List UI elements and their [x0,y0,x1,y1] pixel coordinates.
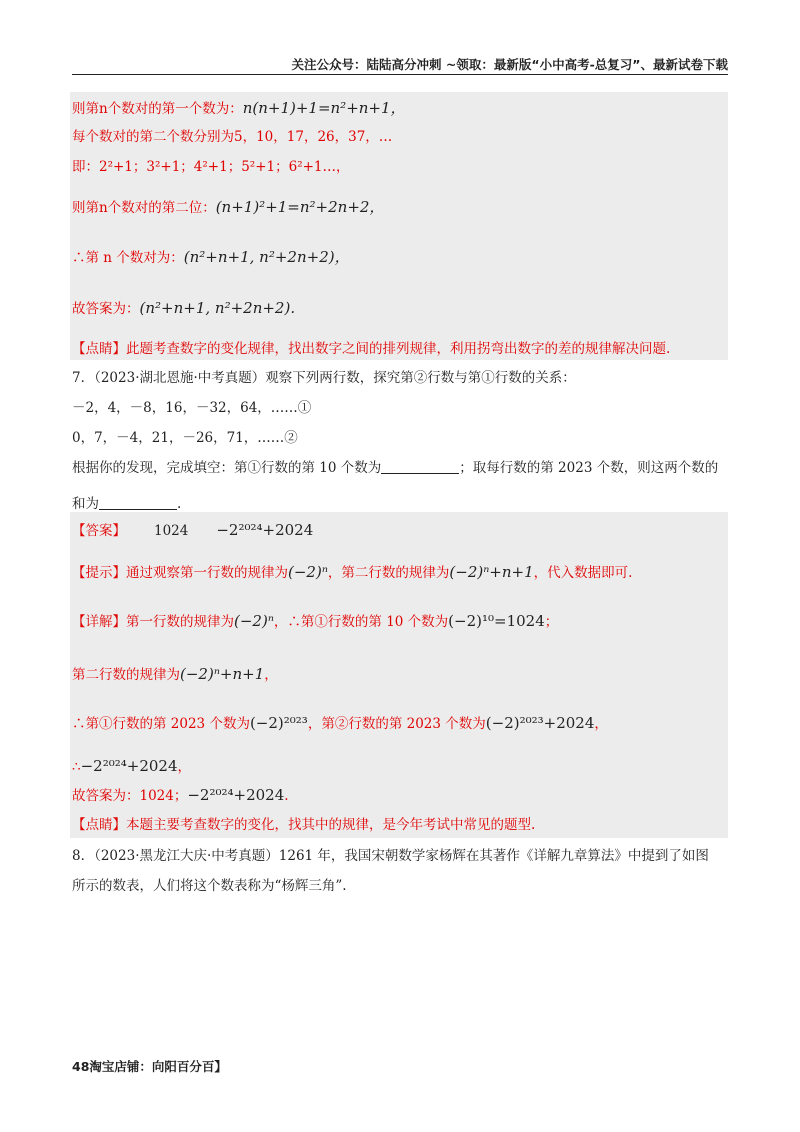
detail-line-4 [72,756,191,777]
text: 故答案为：1024； [72,788,188,804]
text: 第二行数的规律为 [72,667,180,683]
solution-note-2: 【点睛】本题主要考查数字的变化，找其中的规律，是今年考试中常见的题型. [72,817,536,833]
detail-label: 【详解】 [72,614,126,630]
solution-line-3 [72,157,350,177]
answer-2: −2²⁰²⁴+2024 [216,521,314,539]
text: 【点睛】此题考查数字的变化规律，找出数字之间的排列规律，利用拐弯出数字的差的规律解决问题. [72,341,671,357]
text: 每个数对的第二个数分别为5，10，17，26，37，… [72,129,393,145]
math: (−2)ⁿ+n+1 [180,665,265,683]
solution-line-5 [72,247,350,268]
math: (−2)¹⁰=1024 [448,612,545,630]
answer-1: 1024 [154,523,189,539]
text: 第一行数的规律为 [126,614,234,630]
question-7-fill-1 [72,458,718,478]
math: n(n+1)+1=n²+n+1， [242,99,406,117]
text: 和为 [72,496,99,512]
solution-line-2 [72,127,392,147]
detail-line-2 [72,664,278,685]
detail-line-1 [72,611,558,632]
detail-line-3 [72,713,608,734]
text: ， [594,716,608,732]
text: 根据你的发现，完成填空：第①行数的第 10 个数为 [72,460,382,476]
text: 故答案为： [72,301,140,317]
header-rule [72,74,728,75]
question-8-line-1: 8．（2023·黑龙江大庆·中考真题）1261 年，我国宋朝数学家杨辉在其著作《详解九章算法》中提到了如图 [72,848,709,864]
text: 即：2²+1；3²+1；4²+1；5²+1；6²+1…， [72,159,350,175]
detail-line-5 [72,785,289,806]
math: (−2)ⁿ+n+1 [449,563,534,581]
math: (−2)ⁿ [234,612,274,630]
math: (n²+n+1, n²+2n+2). [139,299,296,317]
solution-line-6 [72,298,295,319]
text: ，∴第①行数的第 10 个数为 [273,614,449,630]
question-7-fill-2 [72,494,181,514]
text: 则第n个数对的第二位： [72,200,216,216]
text: ； [544,614,559,630]
math: (n+1)²+1=n²+2n+2， [215,198,385,216]
answer-label: 【答案】 [72,523,126,539]
math: −2²⁰²⁴+2024 [80,757,178,775]
text: ，第②行数的第 2023 个数为 [307,716,486,732]
text: ， [264,667,278,683]
text: ∴第①行数的第 2023 个数为 [72,716,250,732]
hint-label: 【提示】 [72,565,126,581]
question-7-row2: 0，7，－4，21，－26，71，……② [72,430,298,446]
text: ∴第 n 个数对为： [72,250,184,266]
solution-line-1 [72,98,406,119]
text: . [177,496,182,512]
question-7-row1: －2，4，－8，16，－32，64，……① [72,400,312,416]
math: (−2)²⁰²³ [249,714,308,732]
question-8-line-2: 所示的数表，人们将这个数表称为“杨辉三角”. [72,878,347,894]
text: ，第二行数的规律为 [327,565,450,581]
solution-note-1 [72,339,670,359]
math: (−2)ⁿ [288,563,328,581]
text: ∴ [72,759,81,775]
hint-line [72,562,632,583]
answer-blank-1[interactable] [381,459,459,474]
math: −2²⁰²⁴+2024 [187,786,285,804]
text: ；取每行数的第 2023 个数，则这两个数的 [459,460,719,476]
text: 通过观察第一行数的规律为 [126,565,288,581]
text: ， [177,759,192,775]
answer-line [72,520,313,541]
math: (−2)²⁰²³+2024 [485,714,595,732]
answer-blank-2[interactable] [99,495,177,510]
solution-line-4 [72,197,384,218]
math: (n²+n+1, n²+2n+2)， [183,248,350,266]
text: 则第n个数对的第一个数为： [72,101,243,117]
page-header: 关注公众号：陆陆高分冲刺 ~领取：最新版“小中高考-总复习”、最新试卷下载 [291,57,728,72]
text: ，代入数据即可. [533,565,633,581]
page-footer: 48淘宝店铺：向阳百分百】 [72,1059,227,1074]
question-7-stem: 7．（2023·湖北恩施·中考真题）观察下列两行数，探究第②行数与第①行数的关系： [72,370,576,386]
text: . [284,788,289,804]
